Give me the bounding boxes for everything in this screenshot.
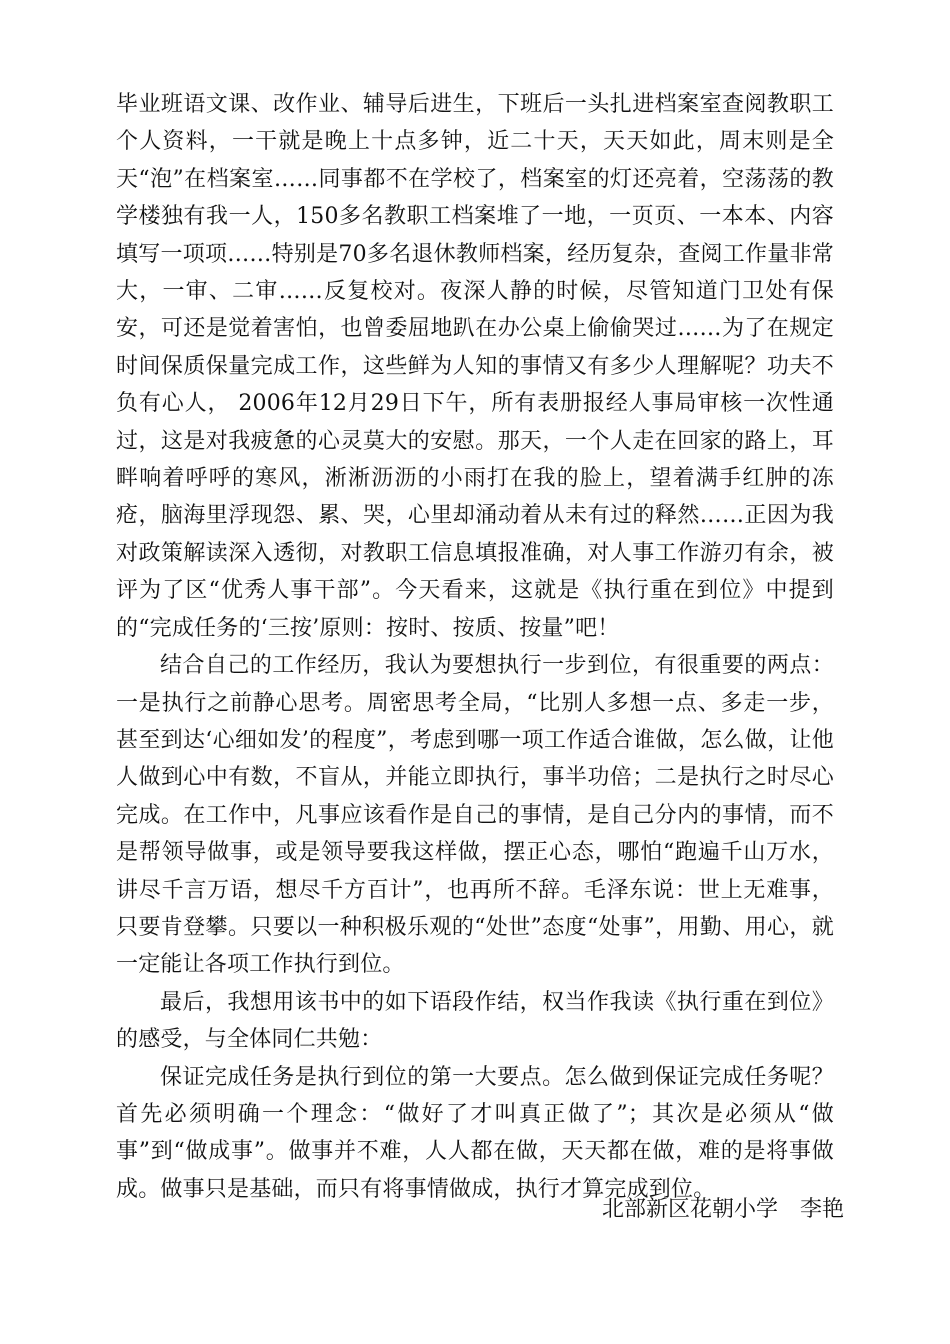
paragraph-2: 结合自己的工作经历，我认为要想执行一步到位，有很重要的两点：一是执行之前静心思考。周密思考全局，“比别人多想一点、多走一步，甚至到达‘心细如发’的程度”，考虑到哪一项工作适合谁做，怎么做，让他人做到心中有数，不盲从，并能立即执行，事半功倍；二是执行之时尽心完成。在工作中，凡事应该看作是自己的事情，是自己分内的事情，而不是帮领导做事，或是领导要我这样做，摆正心态，哪怕“跑遍千山万水，讲尽千言万语，想尽千方百计”，也再所不辞。毛泽东说：世上无难事，只要肯登攀。只要以一种积极乐观的“处世”态度“处事”，用勤、用心，就一定能让各项工作执行到位。 <box>116 653 834 978</box>
author-signature: 北部新区花朝小学 李艳 <box>601 1197 844 1222</box>
paragraph-1: 毕业班语文课、改作业、辅导后进生，下班后一头扎进档案室查阅教职工个人资料，一干就是晚上十点多钟，近二十天，天天如此，周末则是全天“泡”在档案室……同事都不在学校了，档案室的灯还亮着，空荡荡的教学楼独有我一人，150多名教职工档案堆了一地，一页页、一本本、内容填写一项项……特别是70多名退休教师档案，经历复杂，查阅工作量非常大，一审、二审……反复校对。夜深人静的时候，尽管知道门卫处有保安，可还是觉着害怕，也曾委屈地趴在办公桌上偷偷哭过……为了在规定时间保质保量完成工作，这些鲜为人知的事情又有多少人理解呢？功夫不负有心人， 2006年12月29日下午，所有表册报经人事局审核一次性通过，这是对我疲惫的心灵莫大的安慰。那天，一个人走在回家的路上，耳畔响着呼呼的寒风，淅淅沥沥的小雨打在我的脸上，望着满手红肿的冻疮，脑海里浮现怨、累、哭，心里却涌动着从未有过的释然……正因为我对政策解读深入透彻，对教职工信息填报准确，对人事工作游刃有余，被评为了区“优秀人事干部”。今天看来，这就是《执行重在到位》中提到的“完成任务的‘三按’原则：按时、按质、按量”吧！ <box>116 92 834 641</box>
paragraph-4: 保证完成任务是执行到位的第一大要点。怎么做到保证完成任务呢？首先必须明确一个理念：“做好了才叫真正做了”；其次是必须从“做事”到“做成事”。做事并不难，人人都在做，天天都在做，难的是将事做成。做事只是基础，而只有将事情做成，执行才算完成到位。 <box>116 1064 834 1202</box>
document-body <box>116 86 834 1208</box>
paragraph-3: 最后，我想用该书中的如下语段作结，权当作我读《执行重在到位》的感受，与全体同仁共勉： <box>116 989 834 1053</box>
